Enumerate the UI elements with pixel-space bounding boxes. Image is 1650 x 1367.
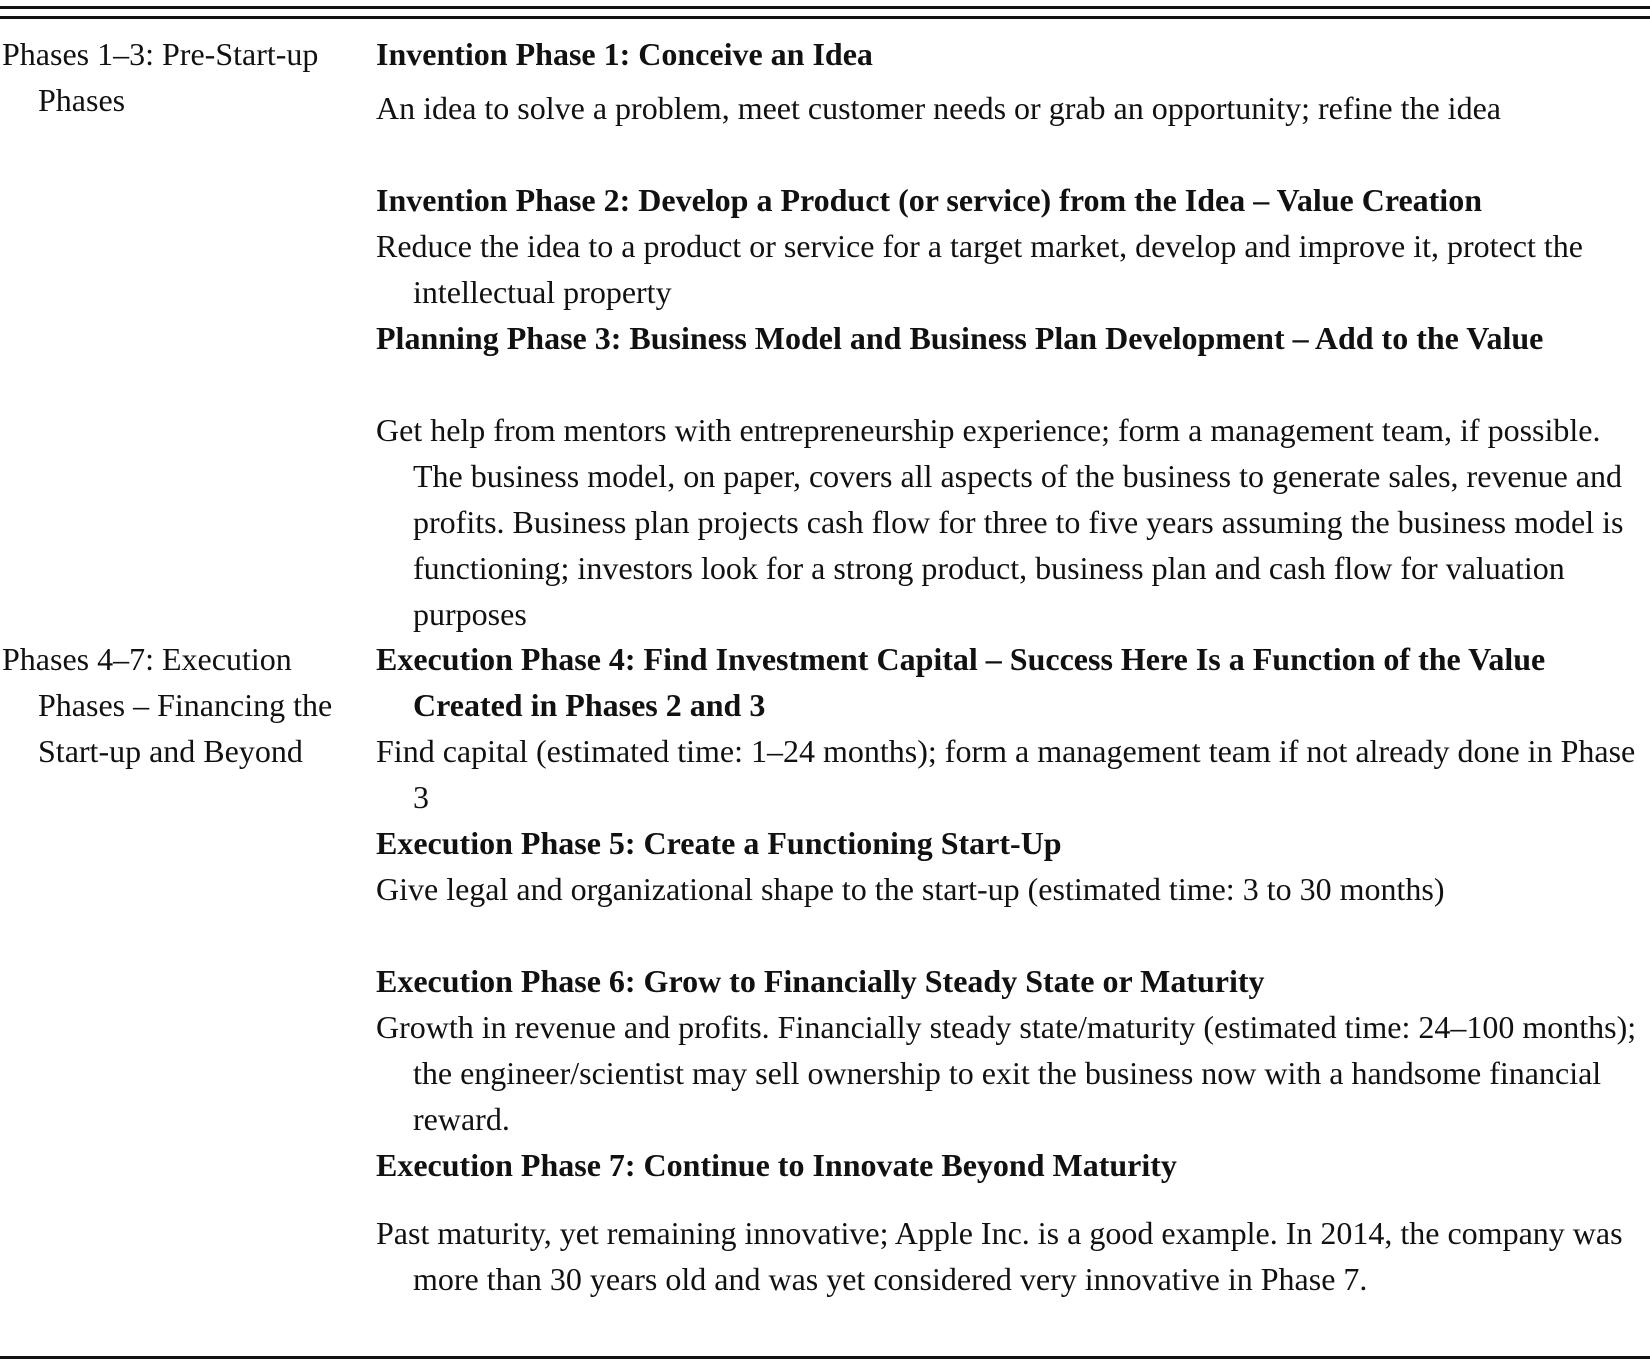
group-label-execution: Phases 4–7: Execution Phases – Financing the Start-up and Beyond bbox=[2, 641, 333, 769]
phase-1-heading: Invention Phase 1: Conceive an Idea bbox=[376, 36, 873, 72]
phase-5-heading: Execution Phase 5: Create a Functioning Start-Up bbox=[376, 825, 1062, 861]
phase-4-description: Find capital (estimated time: 1–24 months); form a management team if not already done in Phase 3 bbox=[376, 733, 1636, 815]
phase-2-description: Reduce the idea to a product or service for a target market, develop and improve it, protect the intellectual property bbox=[376, 228, 1583, 310]
table-top-rule-inner bbox=[0, 16, 1650, 19]
phase-2-heading: Invention Phase 2: Develop a Product (or service) from the Idea – Value Creation bbox=[376, 182, 1482, 218]
phase-3-description: Get help from mentors with entrepreneurship experience; form a management team, if possible. The business model, on paper, covers all aspects of the business to generate sales, revenue and profits. Business plan projects cash flow for three to five years assuming the business model is functioning; investors look for a strong product, business plan and cash flow for valuation purposes bbox=[376, 412, 1624, 632]
table-bottom-rule bbox=[0, 1356, 1650, 1359]
phase-7-heading: Execution Phase 7: Continue to Innovate Beyond Maturity bbox=[376, 1147, 1177, 1183]
table-top-rule-outer bbox=[0, 6, 1650, 9]
phase-6-description: Growth in revenue and profits. Financially steady state/maturity (estimated time: 24–100 months); the engineer/scientist may sell ownership to exit the business now with a handsome financial reward. bbox=[376, 1009, 1637, 1137]
group-label-pre-startup: Phases 1–3: Pre-Start-up Phases bbox=[2, 36, 319, 118]
phase-1-description: An idea to solve a problem, meet customer needs or grab an opportunity; refine the idea bbox=[376, 90, 1501, 126]
phase-6-heading: Execution Phase 6: Grow to Financially Steady State or Maturity bbox=[376, 963, 1265, 999]
phase-4-heading: Execution Phase 4: Find Investment Capital – Success Here Is a Function of the Value Created in Phases 2 and 3 bbox=[376, 641, 1546, 723]
phase-7-description: Past maturity, yet remaining innovative; Apple Inc. is a good example. In 2014, the company was more than 30 years old and was yet considered very innovative in Phase 7. bbox=[376, 1215, 1623, 1297]
phase-3-heading: Planning Phase 3: Business Model and Business Plan Development – Add to the Value bbox=[376, 320, 1544, 356]
phase-5-description: Give legal and organizational shape to the start-up (estimated time: 3 to 30 months) bbox=[376, 871, 1445, 907]
